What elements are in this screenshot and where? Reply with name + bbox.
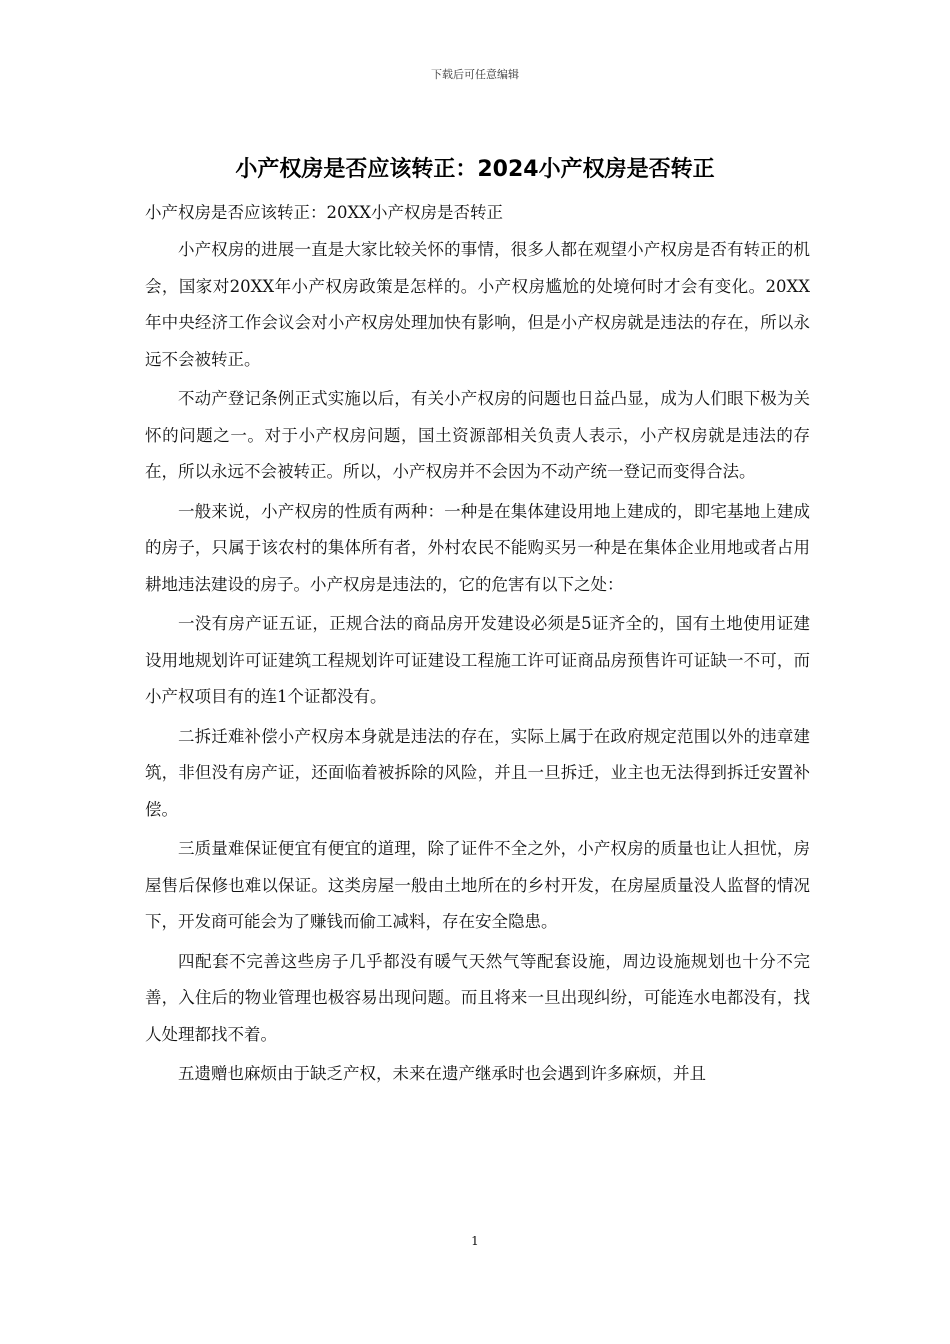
paragraph-7: 四配套不完善这些房子几乎都没有暖气天然气等配套设施，周边设施规划也十分不完善，入住后的物业管理也极容易出现问题。而且将来一旦出现纠纷，可能连水电都没有，找人处理都找不着。 <box>145 951 810 1044</box>
page-number: 1 <box>471 1234 479 1248</box>
document-body <box>145 196 810 1096</box>
paragraph-5: 二拆迁难补偿小产权房本身就是违法的存在，实际上属于在政府规定范围以外的违章建筑，非但没有房产证，还面临着被拆除的风险，并且一旦拆迁，业主也无法得到拆迁安置补偿。 <box>145 726 810 819</box>
document-subtitle: 小产权房是否应该转正：20XX小产权房是否转正 <box>145 203 503 222</box>
page-header: 下载后可任意编辑 <box>431 68 519 81</box>
paragraph-4: 一没有房产证五证，正规合法的商品房开发建设必须是5证齐全的，国有土地使用证建设用地规划许可证建筑工程规划许可证建设工程施工许可证商品房预售许可证缺一不可，而小产权项目有的连1个证都没有。 <box>145 614 810 706</box>
paragraph-1: 小产权房的进展一直是大家比较关怀的事情，很多人都在观望小产权房是否有转正的机会，国家对20XX年小产权房政策是怎样的。小产权房尴尬的处境何时才会有变化。20XX年中央经济工作会议会对小产权房处理加快有影响，但是小产权房就是违法的存在，所以永远不会被转正。 <box>145 240 810 369</box>
paragraph-6: 三质量难保证便宜有便宜的道理，除了证件不全之外，小产权房的质量也让人担忧，房屋售后保修也难以保证。这类房屋一般由土地所在的乡村开发，在房屋质量没人监督的情况下，开发商可能会为了赚钱而偷工减料，存在安全隐患。 <box>145 839 810 931</box>
paragraph-3: 一般来说，小产权房的性质有两种：一种是在集体建设用地上建成的，即宅基地上建成的房子，只属于该农村的集体所有者，外村农民不能购买另一种是在集体企业用地或者占用耕地违法建设的房子。小产权房是违法的，它的危害有以下之处： <box>145 501 810 594</box>
document-title: 小产权房是否应该转正：2024小产权房是否转正 <box>235 157 715 182</box>
paragraph-2: 不动产登记条例正式实施以后，有关小产权房的问题也日益凸显，成为人们眼下极为关怀的问题之一。对于小产权房问题，国土资源部相关负责人表示，小产权房就是违法的存在，所以永远不会被转正。所以，小产权房并不会因为不动产统一登记而变得合法。 <box>145 389 810 481</box>
paragraph-8: 五遗赠也麻烦由于缺乏产权，未来在遗产继承时也会遇到许多麻烦，并且 <box>178 1064 706 1083</box>
